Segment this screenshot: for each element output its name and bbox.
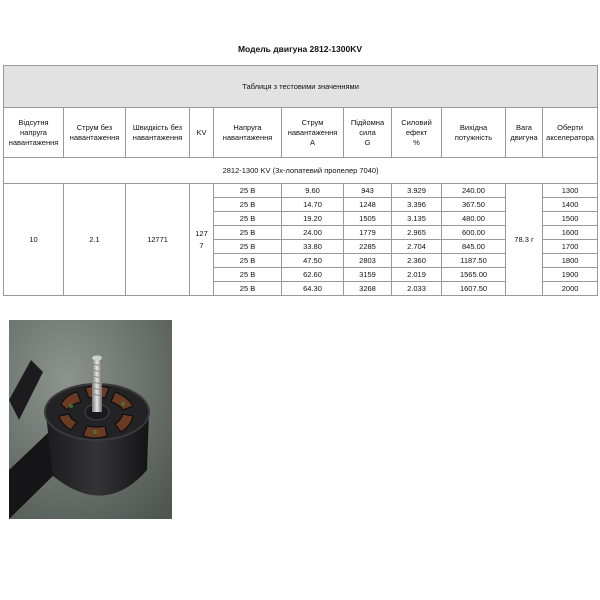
cell-kv <box>190 184 214 296</box>
cell-thrust: 2803 <box>344 254 392 268</box>
cell-output-power: 1607.50 <box>442 282 506 296</box>
cell-throttle: 1800 <box>543 254 598 268</box>
cell-load-current: 33.80 <box>282 240 344 254</box>
cell-thrust: 3159 <box>344 268 392 282</box>
cell-load-voltage: 25 В <box>214 212 282 226</box>
header-no-load-current: Струм без навантаження <box>64 108 126 158</box>
cell-load-voltage: 25 В <box>214 254 282 268</box>
cell-output-power: 367.50 <box>442 198 506 212</box>
header-efficiency <box>392 108 442 158</box>
cell-throttle: 1500 <box>543 212 598 226</box>
table-caption: Таблиця з тестовими значеннями <box>4 66 598 108</box>
cell-output-power: 240.00 <box>442 184 506 198</box>
cell-efficiency: 2.360 <box>392 254 442 268</box>
header-throttle: Оберти акселератора <box>543 108 598 158</box>
header-no-load-voltage: Відсутня напруга навантаження <box>4 108 64 158</box>
test-values-table <box>3 65 598 296</box>
cell-load-current: 9.60 <box>282 184 344 198</box>
header-no-load-speed: Швидкість без навантаження <box>126 108 190 158</box>
cell-thrust: 943 <box>344 184 392 198</box>
cell-output-power: 1565.00 <box>442 268 506 282</box>
cell-output-power: 1187.50 <box>442 254 506 268</box>
cell-throttle: 1600 <box>543 226 598 240</box>
cell-thrust: 1248 <box>344 198 392 212</box>
cell-efficiency: 2.965 <box>392 226 442 240</box>
cell-kv-line2: 7 <box>199 240 204 250</box>
brushless-motor-icon <box>9 320 172 519</box>
cell-load-current: 24.00 <box>282 226 344 240</box>
cell-kv-line1: 127 <box>195 228 208 238</box>
cell-load-current: 47.50 <box>282 254 344 268</box>
cell-efficiency: 2.704 <box>392 240 442 254</box>
cell-motor-weight: 78.3 г <box>506 184 543 296</box>
cell-load-current: 62.60 <box>282 268 344 282</box>
cell-efficiency: 3.396 <box>392 198 442 212</box>
header-load-current-unit: A <box>309 137 315 147</box>
cell-thrust: 1779 <box>344 226 392 240</box>
cell-efficiency: 3.929 <box>392 184 442 198</box>
cell-thrust: 1505 <box>344 212 392 226</box>
motor-photo <box>9 320 172 519</box>
header-load-current <box>282 108 344 158</box>
header-thrust-label: Підйомна сила <box>350 117 385 137</box>
cell-no-load-speed: 12771 <box>126 184 190 296</box>
cell-thrust: 2285 <box>344 240 392 254</box>
document-title: Модель двигуна 2812-1300KV <box>237 44 363 54</box>
table-row <box>4 184 598 198</box>
cell-efficiency: 2.019 <box>392 268 442 282</box>
cell-load-voltage: 25 В <box>214 240 282 254</box>
header-thrust-unit: G <box>364 137 371 147</box>
header-thrust <box>344 108 392 158</box>
cell-output-power: 480.00 <box>442 212 506 226</box>
cell-load-voltage: 25 В <box>214 184 282 198</box>
cell-efficiency: 2.033 <box>392 282 442 296</box>
cell-load-voltage: 25 В <box>214 226 282 240</box>
header-efficiency-label: Силовий ефект <box>401 117 432 137</box>
cell-no-load-current: 2.1 <box>64 184 126 296</box>
header-kv: KV <box>190 108 214 158</box>
header-output-power: Вихідна потужність <box>442 108 506 158</box>
cell-load-voltage: 25 В <box>214 198 282 212</box>
cell-no-load-voltage: 10 <box>4 184 64 296</box>
cell-efficiency: 3.135 <box>392 212 442 226</box>
cell-throttle: 2000 <box>543 282 598 296</box>
header-load-current-label: Струм навантаження <box>287 117 338 137</box>
cell-load-current: 14.70 <box>282 198 344 212</box>
cell-throttle: 1900 <box>543 268 598 282</box>
cell-output-power: 600.00 <box>442 226 506 240</box>
header-motor-weight: Вага двигуна <box>506 108 543 158</box>
header-efficiency-unit: % <box>413 137 420 147</box>
cell-load-current: 19.20 <box>282 212 344 226</box>
cell-output-power: 845.00 <box>442 240 506 254</box>
cell-throttle: 1400 <box>543 198 598 212</box>
cell-load-current: 64.30 <box>282 282 344 296</box>
cell-load-voltage: 25 В <box>214 282 282 296</box>
cell-throttle: 1300 <box>543 184 598 198</box>
cell-thrust: 3268 <box>344 282 392 296</box>
header-load-voltage: Напруга навантаження <box>214 108 282 158</box>
table-subheader: 2812-1300 KV (3х-лопатевий пропелер 7040) <box>4 158 598 184</box>
cell-load-voltage: 25 В <box>214 268 282 282</box>
cell-throttle: 1700 <box>543 240 598 254</box>
